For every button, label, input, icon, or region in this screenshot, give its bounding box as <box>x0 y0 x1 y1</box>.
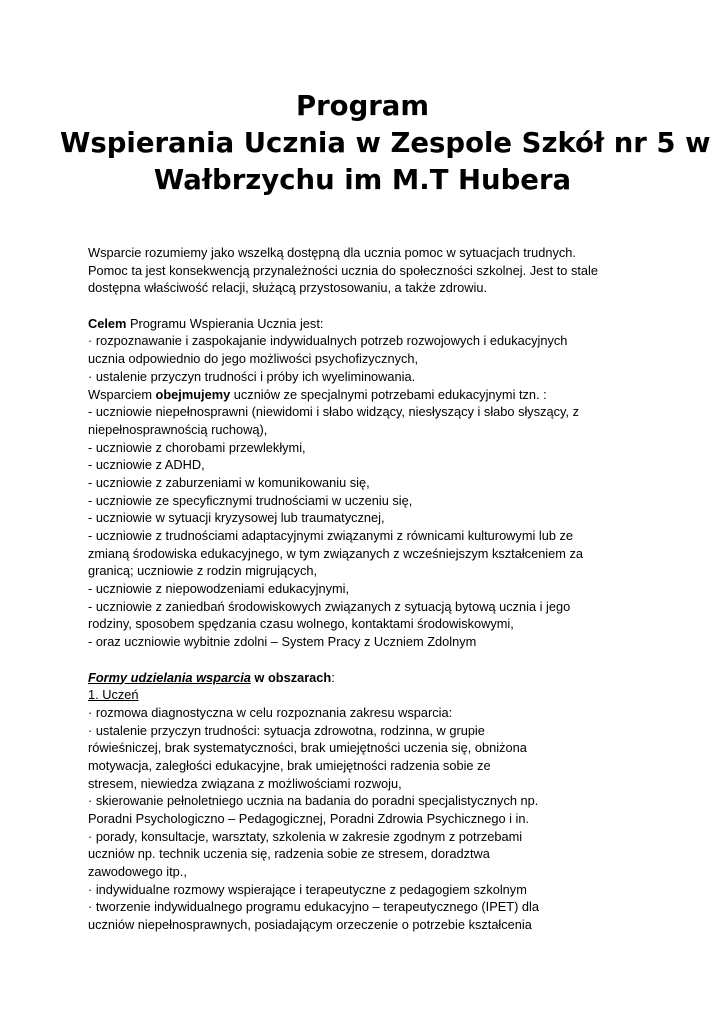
forms-line: rówieśniczej, brak systematyczności, brak umiejętności uczenia się, obniżona <box>88 740 527 756</box>
forms-subheading <box>88 686 648 704</box>
forms-line: · rozmowa diagnostyczna w celu rozpoznania zakresu wsparcia: <box>88 704 453 720</box>
scope-line: granicą; uczniowie z rodzin migrujących, <box>88 563 318 579</box>
scope-heading-bold: obejmujemy <box>155 386 231 402</box>
title-line-1: Program <box>295 90 430 122</box>
forms-heading-italic: Formy udzielania wsparcia <box>88 669 251 685</box>
goal-heading-rest: Programu Wspierania Ucznia jest: <box>126 315 324 331</box>
intro-paragraph <box>88 244 648 297</box>
scope-line: rodziny, sposobem spędzania czasu wolnego, kontaktami środowiskowymi, <box>88 616 514 632</box>
forms-line: · tworzenie indywidualnego programu edukacyjno – terapeutycznego (IPET) dla <box>88 899 539 915</box>
scope-heading <box>88 386 648 404</box>
document-body <box>88 244 648 934</box>
title-line-2: Wspierania Ucznia w Zespole Szkół nr 5 w <box>60 127 711 159</box>
scope-line: - oraz uczniowie wybitnie zdolni – System Pracy z Uczniem Zdolnym <box>88 634 477 650</box>
forms-line: stresem, niewiedza związana z możliwościami rozwoju, <box>88 775 402 791</box>
scope-line: - uczniowie niepełnosprawni (niewidomi i słabo widzący, niesłyszący i słabo słyszący, z <box>88 404 579 420</box>
scope-line: - uczniowie z zaburzeniami w komunikowaniu się, <box>88 474 370 490</box>
goal-heading-bold: Celem <box>88 315 127 331</box>
goal-section <box>88 315 648 651</box>
goal-heading <box>88 315 648 333</box>
forms-heading-bold: w obszarach <box>250 669 332 685</box>
forms-heading-colon: : <box>331 669 335 685</box>
forms-line: uczniów niepełnosprawnych, posiadającym orzeczenie o potrzebie kształcenia <box>88 917 532 933</box>
scope-line: - uczniowie z ADHD, <box>88 457 205 473</box>
scope-line: - uczniowie w sytuacji kryzysowej lub traumatycznej, <box>88 510 385 526</box>
scope-line: - uczniowie z chorobami przewlekłymi, <box>88 439 306 455</box>
forms-line: uczniów np. technik uczenia się, radzenia sobie ze stresem, doradztwa <box>88 846 490 862</box>
scope-line: - uczniowie z niepowodzeniami edukacyjnymi, <box>88 581 350 597</box>
scope-line: niepełnosprawnością ruchową), <box>88 421 268 437</box>
intro-line: dostępna właściwość relacji, służącą przystosowaniu, a także zdrowiu. <box>88 280 488 296</box>
scope-line: - uczniowie ze specyficznymi trudnościami w uczeniu się, <box>88 492 413 508</box>
forms-heading <box>88 669 648 687</box>
forms-section <box>88 669 648 934</box>
scope-heading-post: uczniów ze specjalnymi potrzebami edukacyjnymi tzn. : <box>230 386 547 402</box>
goal-line: · ustalenie przyczyn trudności i próby ich wyeliminowania. <box>88 368 416 384</box>
scope-heading-pre: Wsparciem <box>88 386 156 402</box>
forms-line: · indywidualne rozmowy wspierające i terapeutyczne z pedagogiem szkolnym <box>88 881 527 897</box>
forms-line: motywacja, zaległości edukacyjne, brak umiejętności radzenia sobie ze <box>88 757 491 773</box>
forms-line: · porady, konsultacje, warsztaty, szkolenia w zakresie zgodnym z potrzebami <box>88 828 523 844</box>
forms-line: · skierowanie pełnoletniego ucznia na badania do poradni specjalistycznych np. <box>88 793 539 809</box>
goal-line: · rozpoznawanie i zaspokajanie indywidualnych potrzeb rozwojowych i edukacyjnych <box>88 333 568 349</box>
intro-line: Wsparcie rozumiemy jako wszelką dostępną dla ucznia pomoc w sytuacjach trudnych. <box>88 245 576 260</box>
scope-line: - uczniowie z trudnościami adaptacyjnymi związanymi z równicami kulturowymi lub ze <box>88 528 574 543</box>
title-line-3: Wałbrzychu im M.T Hubera <box>153 164 572 196</box>
scope-line: - uczniowie z zaniedbań środowiskowych związanych z sytuacją bytową ucznia i jego <box>88 598 571 614</box>
intro-line: Pomoc ta jest konsekwencją przynależności ucznia do społeczności szkolnej. Jest to stale <box>88 262 598 278</box>
document-title <box>60 88 711 199</box>
goal-line: uczni​a odpowiednio do jego możliwości psychofizycznych, <box>88 351 419 367</box>
scope-line: zmianą środowiska edukacyjnego, w tym związanych z wcześniejszym kształceniem za <box>88 545 583 561</box>
forms-line: zawodowego itp., <box>88 864 187 880</box>
forms-line: · ustalenie przyczyn trudności: sytuacja zdrowotna, rodzinna, w grupie <box>88 722 485 738</box>
forms-line: Poradni Psychologiczno – Pedagogicznej, Poradni Zdrowia Psychicznego i in. <box>88 811 530 826</box>
forms-subheading-text: 1. Uczeń <box>88 687 139 703</box>
